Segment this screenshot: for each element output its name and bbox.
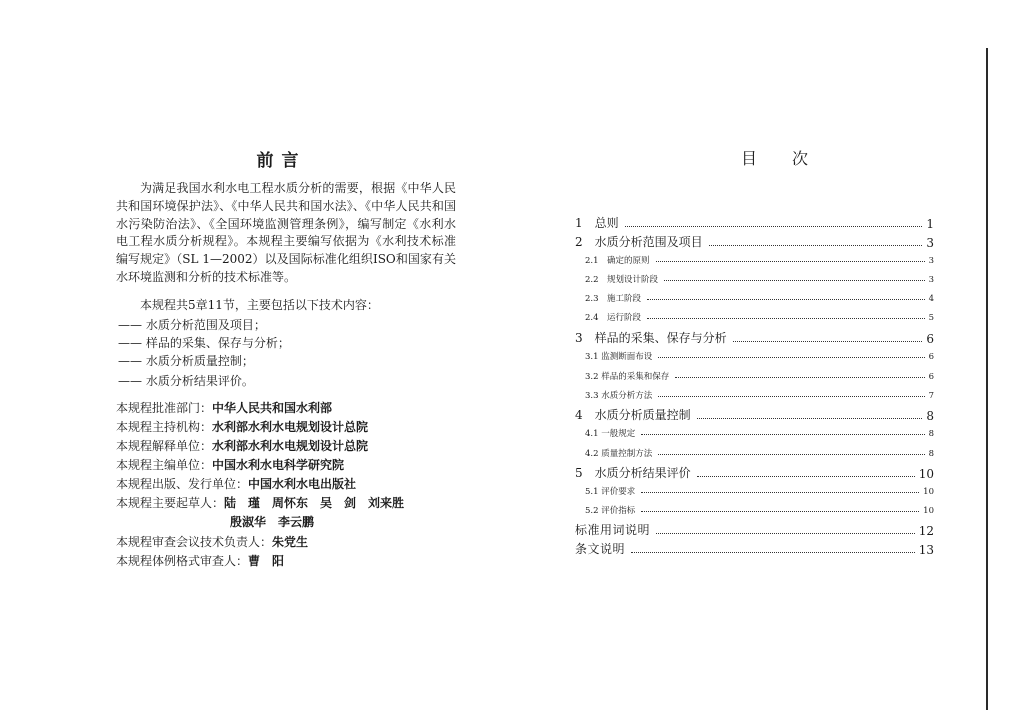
toc-leader-dots [641, 433, 924, 435]
info-value: 中华人民共和国水利部 [212, 401, 333, 415]
toc-entry[interactable] [575, 273, 934, 285]
toc-page-number: 3 [928, 275, 934, 285]
toc-leader-dots [647, 317, 925, 319]
toc-entry[interactable] [575, 540, 934, 557]
toc-entry[interactable] [575, 521, 934, 538]
info-label: 本规程体例格式审查人： [116, 554, 249, 568]
toc-label: 2.2 规划设计阶段 [585, 275, 659, 285]
toc-entry[interactable] [575, 406, 934, 423]
toc-leader-dots [641, 491, 919, 493]
toc-label: 2.4 运行阶段 [585, 313, 642, 323]
toc-page-number: 6 [928, 352, 934, 362]
info-row [116, 437, 368, 454]
info-row [116, 494, 404, 511]
toc-page-number: 12 [918, 524, 934, 538]
info-value: 水利部水利水电规划设计总院 [212, 420, 369, 434]
toc-leader-dots [697, 417, 923, 419]
toc-page-number: 10 [918, 467, 934, 481]
toc-leader-dots [658, 453, 924, 455]
info-label: 本规程主编单位： [116, 458, 213, 472]
toc-leader-dots [733, 340, 923, 342]
toc-leader-dots [647, 298, 925, 300]
toc-entry[interactable] [575, 292, 934, 304]
toc-label: 4 水质分析质量控制 [575, 408, 691, 422]
toc-page-number: 5 [928, 313, 934, 323]
toc-leader-dots [658, 395, 924, 397]
info-row [116, 418, 368, 435]
toc-label: 3.1 监测断面布设 [585, 352, 653, 362]
toc-page-number: 6 [926, 332, 934, 346]
info-label: 本规程审查会议技术负责人： [116, 535, 273, 549]
toc-page-number: 7 [928, 391, 934, 401]
content-item: —— 水质分析范围及项目； [118, 318, 266, 332]
toc-entry[interactable] [575, 329, 934, 346]
toc-label: 标准用词说明 [575, 523, 651, 537]
toc-page-number: 3 [926, 236, 934, 250]
toc-entry[interactable] [575, 447, 934, 459]
info-row [116, 399, 332, 416]
toc-entry[interactable] [575, 350, 934, 362]
toc-label: 3 样品的采集、保存与分析 [575, 331, 727, 345]
info-row [116, 552, 284, 569]
toc-label: 4.2 质量控制方法 [585, 449, 653, 459]
toc-entry[interactable] [575, 427, 934, 439]
toc-leader-dots [709, 244, 923, 246]
info-value: 中国水利水电科学研究院 [212, 458, 345, 472]
info-row [116, 475, 356, 492]
toc-label: 3.3 水质分析方法 [585, 391, 653, 401]
toc-leader-dots [697, 475, 915, 477]
toc-label: 5.2 评价指标 [585, 506, 636, 516]
toc-entry[interactable] [575, 311, 934, 323]
toc-entry[interactable] [575, 214, 934, 231]
toc-entry[interactable] [575, 464, 934, 481]
toc-page-number: 10 [923, 487, 934, 497]
info-value: 水利部水利水电规划设计总院 [212, 439, 369, 453]
info-label: 本规程批准部门： [116, 401, 213, 415]
info-label: 本规程主要起草人： [116, 496, 225, 510]
toc-label: 1 总则 [575, 216, 619, 230]
toc-label: 条文说明 [575, 542, 626, 556]
info-value: 曹 阳 [248, 554, 285, 568]
foreword-paragraph-1: 为满足我国水利水电工程水质分析的需要，根据《中华人民共和国环境保护法》、《中华人民共和国水法》、《中华人民共和国水污染防治法》、《全国环境监测管理条例》，编写制定《水利水电工程水质分析规程》。本规程主要编写依据为《水利技术标准编写规定》（SL 1—2002）以及国际标准化组织ISO和国家有关水环境监测和分析的技术标准等。 [116, 181, 456, 284]
toc-leader-dots [656, 260, 925, 262]
toc-leader-dots [658, 356, 924, 358]
toc-entry[interactable] [575, 504, 934, 516]
info-value: 中国水利水电出版社 [248, 477, 357, 491]
content-item: —— 水质分析质量控制； [118, 354, 254, 368]
page-edge-line [986, 48, 988, 710]
toc-leader-dots [641, 510, 919, 512]
toc-page-number: 1 [926, 217, 934, 231]
foreword-paragraph-2: 本规程共5章11节，主要包括以下技术内容： [140, 298, 379, 312]
toc-entry[interactable] [575, 485, 934, 497]
toc-page-number: 13 [918, 543, 934, 557]
toc-page-number: 8 [926, 409, 934, 423]
toc-label: 5.1 评价要求 [585, 487, 636, 497]
toc-leader-dots [675, 376, 924, 378]
toc-label: 2.3 施工阶段 [585, 294, 642, 304]
info-value: 朱党生 [272, 535, 309, 549]
toc-leader-dots [625, 225, 923, 227]
content-item: —— 水质分析结果评价。 [118, 374, 254, 388]
info-value: 殷淑华 李云鹏 [230, 515, 315, 529]
toc-entry[interactable] [575, 389, 934, 401]
toc-page-number: 8 [928, 429, 934, 439]
toc-label: 5 水质分析结果评价 [575, 466, 691, 480]
toc-page-number: 10 [923, 506, 934, 516]
foreword-title: 前 言 [256, 151, 300, 171]
toc-page-number: 3 [928, 256, 934, 266]
toc-label: 4.1 一般规定 [585, 429, 636, 439]
info-value: 陆 瑾 周怀东 吴 剑 刘来胜 [224, 496, 405, 510]
toc-page-number: 6 [928, 372, 934, 382]
toc-entry[interactable] [575, 254, 934, 266]
toc-leader-dots [664, 279, 925, 281]
toc-page-number: 4 [928, 294, 934, 304]
toc-label: 2.1 确定的原则 [585, 256, 650, 266]
toc-entry[interactable] [575, 370, 934, 382]
info-label: 本规程主持机构： [116, 420, 213, 434]
info-row [116, 456, 344, 473]
toc-label: 2 水质分析范围及项目 [575, 235, 703, 249]
toc-page-number: 8 [928, 449, 934, 459]
toc-label: 3.2 样品的采集和保存 [585, 372, 670, 382]
toc-leader-dots [656, 532, 915, 534]
toc-entry[interactable] [575, 233, 934, 250]
info-row [116, 533, 308, 550]
contents-page [512, 0, 1024, 724]
info-row [230, 513, 314, 530]
contents-title: 目 次 [740, 149, 809, 168]
info-label: 本规程解释单位： [116, 439, 213, 453]
info-label: 本规程出版、发行单位： [116, 477, 249, 491]
content-item: —— 样品的采集、保存与分析； [118, 336, 290, 350]
toc-leader-dots [631, 551, 915, 553]
